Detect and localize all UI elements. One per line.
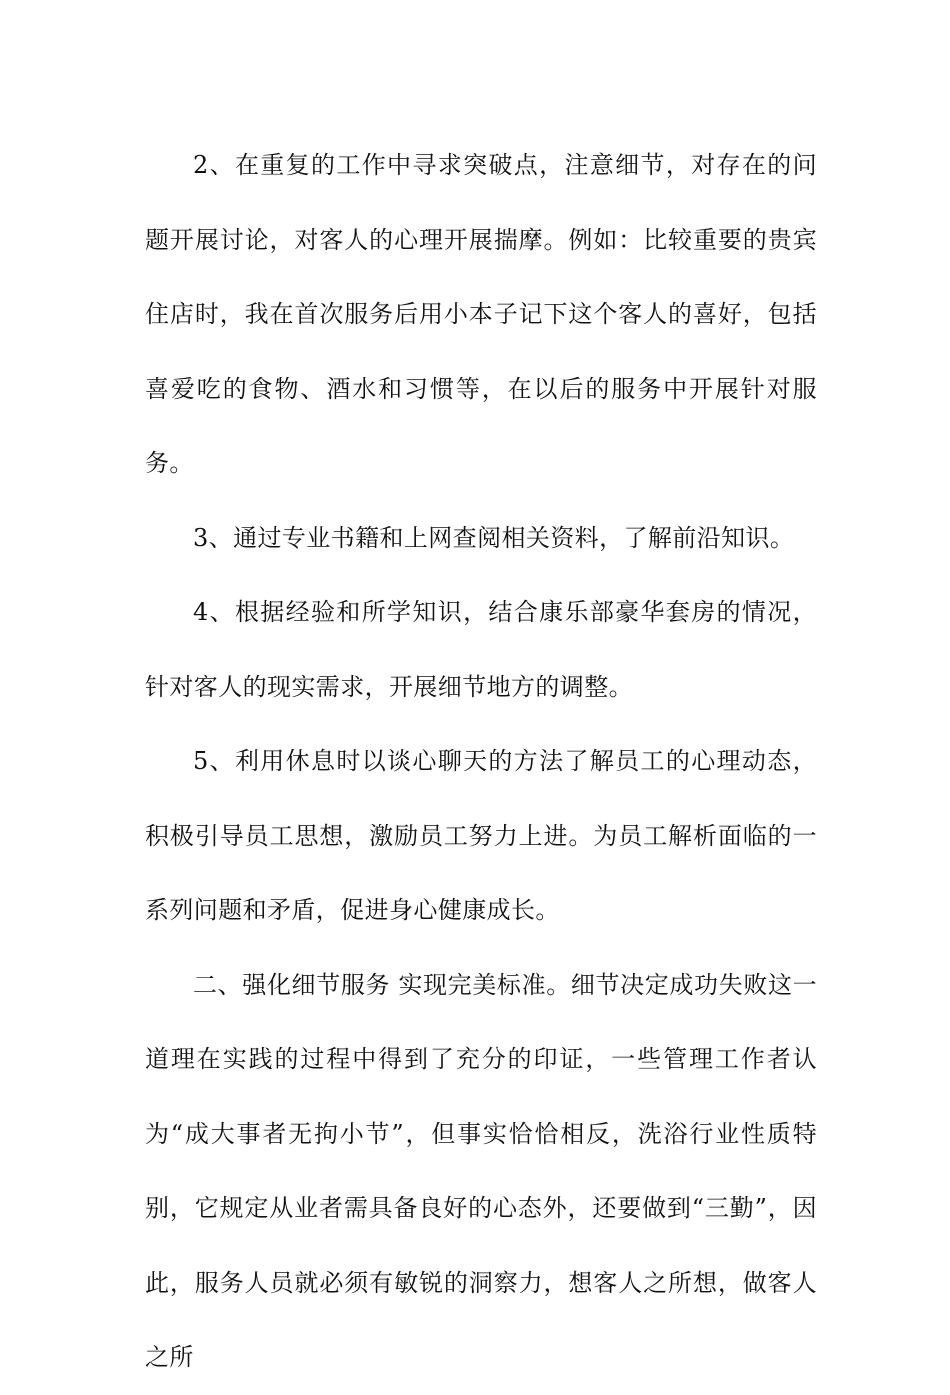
paragraph-section-two: 二、强化细节服务 实现完美标准。细节决定成功失败这一道理在实践的过程中得到了充分的印证，一些管理工作者认为“成大事者无拘小节”，但事实恰恰相反，洗浴行业性质特别，它规定从业者需具备良好的心态外，还要做到“三勤”，因此，服务人员就必须有敏锐的洞察力，想客人之所想，做客人之所 [145,970,817,1371]
paragraph-item-2: 2、在重复的工作中寻求突破点，注意细节，对存在的问题开展讨论，对客人的心理开展揣摩。例如：比较重要的贵宾住店时，我在首次服务后用小本子记下这个客人的喜好，包括喜爱吃的食物、酒水和习惯等，在以后的服务中开展针对服务。 [145,151,817,477]
paragraph-item-3: 3、通过专业书籍和上网查阅相关资料，了解前沿知识。 [193,523,795,552]
document-body [145,128,817,1395]
paragraph-item-4: 4、根据经验和所学知识，结合康乐部豪华套房的情况，针对客人的现实需求，开展细节地方的调整。 [145,598,817,701]
paragraph-item-5: 5、利用休息时以谈心聊天的方法了解员工的心理动态，积极引导员工思想，激励员工努力上进。为员工解析面临的一系列问题和矛盾，促进身心健康成长。 [145,747,817,924]
